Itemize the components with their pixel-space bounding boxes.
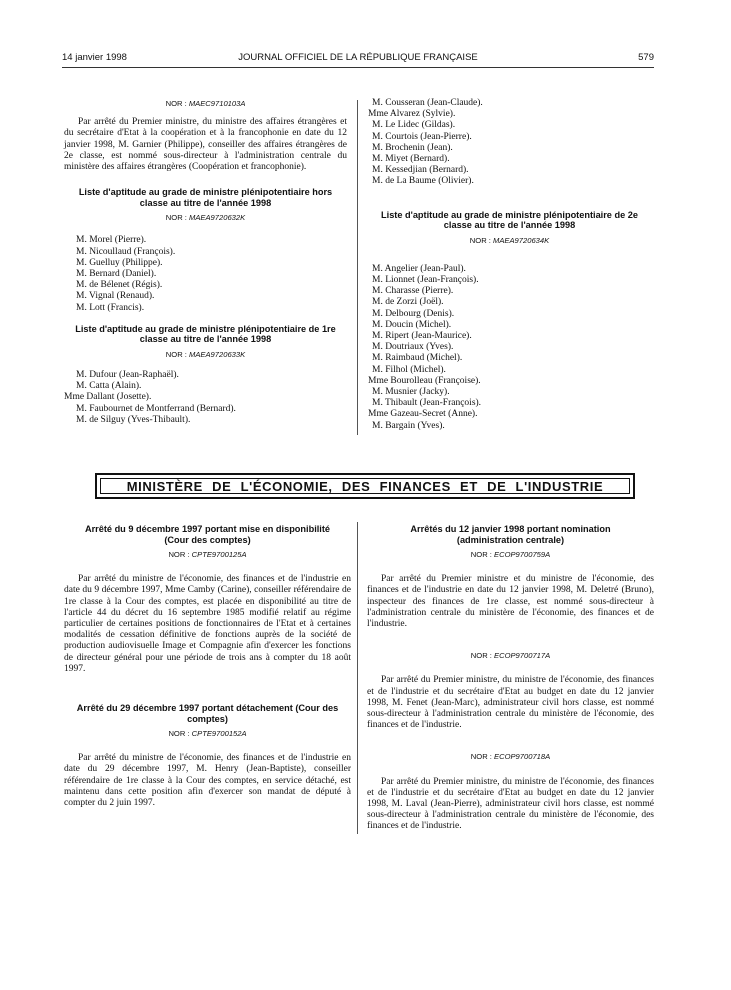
page-number: 579	[638, 52, 654, 63]
list-item: M. Doucin (Michel).	[372, 319, 452, 330]
decree-title-nomination: Arrêtés du 12 janvier 1998 portant nomination (administration centrale)	[410, 524, 611, 545]
nor-reference: NOR : CPTE9700152A	[168, 729, 247, 739]
list-item: M. Cousseran (Jean-Claude).	[372, 98, 483, 108]
header-rule	[62, 67, 654, 68]
aptitude-list-hors-classe	[64, 235, 347, 313]
top-right-column	[368, 98, 651, 432]
top-left-column	[64, 98, 347, 426]
list-item: Mme Dallant (Josette).	[64, 392, 152, 403]
list-item: M. Kessedjian (Bernard).	[372, 165, 469, 176]
list-item: M. Thibault (Jean-François).	[372, 398, 482, 409]
aptitude-list-continued	[368, 98, 651, 188]
list-item: M. Musnier (Jacky).	[372, 387, 450, 398]
list-item: M. Raimbaud (Michel).	[372, 353, 463, 364]
page-header	[62, 52, 654, 66]
bottom-right-column	[367, 524, 654, 833]
nor-reference: NOR : MAEA9720633K	[165, 349, 246, 359]
list-item: M. Catta (Alain).	[76, 381, 142, 392]
list-item: M. Lionnet (Jean-François).	[372, 275, 479, 286]
list-item: M. Filhol (Michel).	[372, 364, 446, 375]
list-item: M. Vignal (Renaud).	[76, 291, 155, 302]
column-divider	[357, 522, 358, 834]
nor-reference: NOR : MAEA9720634K	[469, 235, 550, 245]
list-item: M. Le Lidec (Gildas).	[372, 120, 456, 131]
list-item: Mme Bourolleau (Françoise).	[368, 375, 481, 386]
list-item: M. Nicoullaud (François).	[76, 246, 176, 257]
nor-reference: NOR : MAEA9720632K	[165, 213, 246, 223]
list-item: Mme Alvarez (Sylvie).	[368, 109, 456, 120]
list-title-1re-classe: Liste d'aptitude au grade de ministre plénipotentiaire de 1re classe au titre de l'année 1998	[75, 323, 336, 345]
list-item: M. Ripert (Jean-Maurice).	[372, 331, 472, 342]
nor-reference: NOR : MAEC9710103A	[165, 99, 246, 108]
list-item: M. Bernard (Daniel).	[76, 269, 157, 280]
decree-paragraph: Par arrêté du ministre de l'économie, des finances et de l'industrie en date du 29 décembre 1997, M. Henry (Jean-Baptiste), conseiller référendaire de 1re classe à la Cour des comptes, en service détaché, est maintenu dans cette position afin d'exercer son mandat de député à compter du 2 juin 1997.	[64, 753, 351, 809]
list-item: M. Miyet (Bernard).	[372, 154, 450, 165]
list-item: M. Morel (Pierre).	[76, 235, 147, 246]
list-item: Mme Gazeau-Secret (Anne).	[368, 409, 478, 420]
list-item: M. Brochenin (Jean).	[372, 142, 453, 153]
list-item: M. de Zorzi (Joël).	[372, 297, 444, 308]
list-item: M. Courtois (Jean-Pierre).	[372, 131, 472, 142]
list-item: M. Delbourg (Denis).	[372, 308, 455, 319]
list-item: M. Angelier (Jean-Paul).	[372, 263, 466, 274]
journal-title: JOURNAL OFFICIEL DE LA RÉPUBLIQUE FRANÇAISE	[238, 52, 478, 63]
nor-reference: NOR : ECOP9700717A	[470, 651, 551, 661]
list-item: M. de Bélenet (Régis).	[76, 280, 163, 291]
list-item: M. Faubournet de Montferrand (Bernard).	[76, 403, 236, 414]
column-divider	[357, 100, 358, 435]
decree-paragraph: Par arrêté du Premier ministre, du ministre de l'économie, des finances et de l'industrie et du secrétaire d'Etat au budget en date du 12 janvier 1998, M. Fenet (Jean-Marc), administrateur civil hors classe, est nommé sous-directeur à l'administration centrale du ministère de l'économie, des finances et de l'industrie.	[367, 675, 654, 731]
decree-paragraph: Par arrêté du Premier ministre, du ministre des affaires étrangères et du secrétaire d'Etat à la coopération et à la francophonie en date du 12 janvier 1998, M. Garnier (Philippe), conseiller des affaires étrangères de 2e classe, est nommé sous-directeur à l'administration centrale du ministère des affaires étrangères (Coopération et francophonie).	[64, 117, 347, 173]
list-item: M. Guelluy (Philippe).	[76, 257, 163, 268]
nor-reference: NOR : ECOP9700759A	[470, 550, 551, 559]
decree-paragraph: Par arrêté du Premier ministre, du ministre de l'économie, des finances et de l'industrie et du secrétaire d'Etat au budget en date du 12 janvier 1998, M. Laval (Jean-Pierre), administrateur civil hors classe, est nommé sous-directeur à l'administration centrale du ministère de l'économie, des finances et de l'industrie.	[367, 776, 654, 832]
list-title-hors-classe: Liste d'aptitude au grade de ministre plénipotentiaire hors classe au titre de l'année 1998	[78, 187, 333, 208]
list-item: M. Lott (Francis).	[76, 302, 145, 313]
list-item: M. Bargain (Yves).	[372, 420, 445, 431]
ministry-banner	[95, 473, 635, 499]
decree-paragraph: Par arrêté du Premier ministre et du ministre de l'économie, des finances et de l'industrie en date du 12 janvier 1998, M. Deletré (Bruno), inspecteur des finances de 1re classe, est nommé sous-directeur à l'administration centrale du ministère de l'économie, des finances et de l'industrie.	[367, 574, 654, 630]
list-title-2e-classe: Liste d'aptitude au grade de ministre plénipotentiaire de 2e classe au titre de l'année 1998	[381, 209, 638, 231]
issue-date: 14 janvier 1998	[62, 52, 127, 63]
nor-reference: NOR : CPTE9700125A	[168, 550, 247, 559]
list-item: M. Doutriaux (Yves).	[372, 342, 454, 353]
nor-reference: NOR : ECOP9700718A	[470, 752, 551, 762]
list-item: M. Charasse (Pierre).	[372, 286, 454, 297]
aptitude-list-2e-classe	[368, 264, 651, 432]
list-item: M. Dufour (Jean-Raphaël).	[76, 370, 179, 381]
list-item: M. de Silguy (Yves-Thibault).	[76, 414, 191, 425]
decree-paragraph: Par arrêté du ministre de l'économie, des finances et de l'industrie en date du 9 décembre 1997, Mme Camby (Carine), conseiller référendaire de 1re classe à la Cour des comptes, est placée en disponibilité au titre de l'article 44 du décret du 16 septembre 1985 modifié relatif au régime particulier de certaines positions de fonctionnaires de l'Etat et à certaines modalités de cessation définitive de fonctions auprès de la société de production audiovisuelle Image et Compagnie afin d'exercer les fonctions de directeur général pour une période de trois ans à compter du 18 août 1997.	[64, 574, 351, 674]
decree-title-disponibilite: Arrêté du 9 décembre 1997 portant mise en disponibilité (Cour des comptes)	[84, 524, 331, 545]
bottom-left-column	[64, 524, 351, 809]
aptitude-list-1re-classe	[64, 370, 347, 426]
decree-title-detachement: Arrêté du 29 décembre 1997 portant détachement (Cour des comptes)	[76, 703, 339, 724]
list-item: M. de La Baume (Olivier).	[372, 176, 474, 187]
ministry-title: MINISTÈRE DE L'ÉCONOMIE, DES FINANCES ET DE L'INDUSTRIE	[100, 478, 630, 494]
